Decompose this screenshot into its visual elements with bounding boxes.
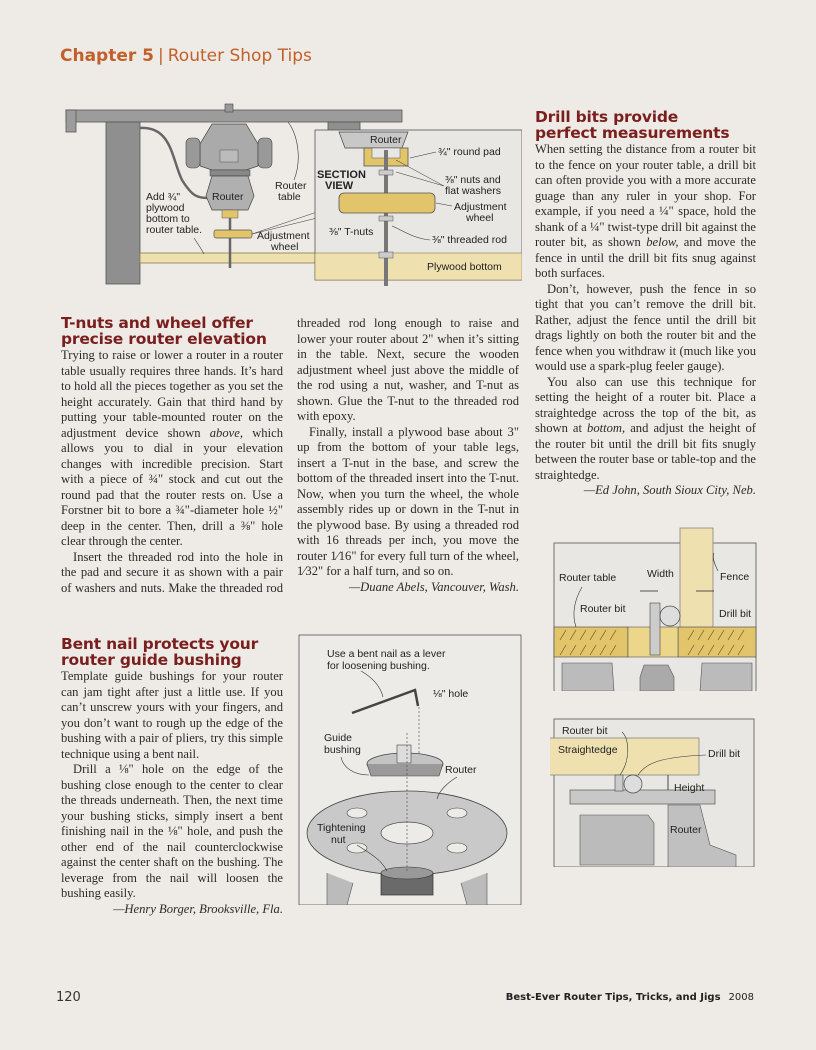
router-table-label: Router [275, 180, 307, 192]
article-drill-p3-b: and adjust the height of the router bit until the drill bit fits snugly between the router base or table-top and the straightedge. [535, 421, 756, 482]
bushing-instruction-label: Use a bent nail as a lever [327, 648, 446, 660]
add-plywood-label-2: plywood [146, 202, 185, 214]
guide-bushing-label: Guide [324, 732, 353, 744]
section-view-label-2: VIEW [325, 180, 354, 192]
add-plywood-label-4: router table. [146, 224, 203, 236]
add-plywood-label-3: bottom to [146, 213, 190, 225]
article-nail-p1: Template guide bushings for your router can jam tight after just a little use. If you can’t unscrew yours with your fingers, and you don’t want to rough up the edge of the bushing with a pair of pliers, try this simple technique using a bent nail. [61, 669, 283, 761]
figure-router-table [62, 100, 522, 290]
t-nuts-label: ⅜" T-nuts [329, 226, 374, 238]
article-tnuts-p3: Finally, install a plywood base about 3" up from the bottom of your table legs, insert a T-nut in the base, and screw the bottom of the threaded insert into the T-nut. Now, when you turn the wheel, the whole assembly rides up or down in the T-nut in the plywood base. By using a threaded rod with 16 threads per inch, you move the router 1⁄16" for every full turn of the wheel, 1⁄32" for a half turn, and so on. [297, 424, 519, 578]
figure-bushing [297, 633, 525, 905]
article-tnuts-col1 [61, 316, 283, 596]
section-title: Router Shop Tips [167, 46, 312, 66]
height-drill-bit-label: Drill bit [708, 748, 741, 760]
hole-label: ⅛" hole [433, 688, 469, 700]
article-drill-p2: Don’t, however, push the fence in so tight that you can’t remove the drill bit. Rather, adjust the fence until the drill bit drags lightly on both the router bit and the fence when you withdraw it (much like you would use a spark-plug feeler gauge). [535, 281, 756, 373]
article-tnuts-title-line1: T-nuts and wheel offer [61, 314, 253, 332]
article-drill-title [535, 110, 756, 141]
article-tnuts-p2-cont: threaded rod long enough to raise and lower your router about 2" when it’s sitting in the table. Next, secure the wooden adjustment wheel just above the middle of the rod using a nut, washer, and T-nut as shown. Glue the T-nut to the threaded rod with epoxy. [297, 316, 519, 423]
article-drill-p3-a: You also can use this technique for setting the height of a router bit. Place a straightedge across the top of the bit, as shown at [535, 374, 756, 435]
article-nail-title-line1: Bent nail protects your [61, 635, 259, 653]
adjustment-wheel-label-2: wheel [271, 241, 299, 253]
section-router-label: Router [370, 134, 402, 146]
fence-board [680, 528, 713, 629]
fence-router-bit-label: Router bit [580, 603, 626, 615]
nuts-washers-label: ⅜" nuts and [445, 174, 501, 186]
section-view-label: SECTION [317, 169, 366, 181]
router-label: Router [212, 191, 244, 203]
article-nail [61, 637, 283, 917]
article-drill [535, 110, 756, 499]
article-tnuts-p1-em: above, [209, 425, 243, 440]
round-pad-label: ¾" round pad [438, 146, 501, 158]
section-wheel-label: Adjustment [454, 201, 507, 213]
article-tnuts-p1-b: which allows you to dial in your elevation changes with incredible precision. Start with a piece of ¾" stock and cut out the round pad that the router rests on. Use a Forstner bit to bore a ¾"-diameter hole ½" deep in the center. Then, drill a ⅜" hole clear through the center. [61, 425, 283, 548]
router-table-label-2: table [278, 191, 301, 203]
article-drill-p1-a: When setting the distance from a router bit to the fence on your router table, a drill bit can often provide you with a more accurate guage than any ruler in your shop. For example, if you need a ¼" space, hold the shank of a ¼" twist-type drill bit against the router bit, as shown [535, 142, 756, 249]
height-drill-bit [624, 775, 642, 793]
article-nail-title [61, 637, 283, 668]
article-tnuts-p1-a: Trying to raise or lower a router in a router table usually requires three hands. It’s hard to hold all the pieces together as you set the height accurately. Gain that third hand by putting your table-mounted router on the adjustment device shown [61, 348, 283, 440]
article-tnuts-title [61, 316, 283, 347]
chapter-label: Chapter 5 [60, 46, 155, 66]
article-drill-p1-em: below, [646, 235, 679, 249]
bushing-router-label: Router [445, 764, 477, 776]
fence-label: Fence [720, 571, 750, 583]
article-tnuts-col2 [297, 316, 519, 595]
page-number: 120 [56, 990, 81, 1005]
guide-bushing-label-2: bushing [324, 744, 361, 756]
table-leg [106, 122, 140, 284]
article-tnuts-title-line2: precise router elevation [61, 329, 267, 348]
add-plywood-label: Add ¾" [146, 191, 181, 203]
fence-width-label: Width [647, 568, 674, 580]
height-label: Height [674, 782, 705, 794]
article-nail-signature: —Henry Borger, Brooksville, Fla. [113, 901, 283, 916]
chapter-header [60, 46, 312, 66]
table-top [66, 110, 402, 122]
article-drill-p3 [535, 375, 756, 484]
article-nail-title-line2: router guide bushing [61, 650, 242, 669]
straightedge-label: Straightedge [558, 744, 618, 756]
router-body [186, 104, 272, 268]
fence-drill-bit-label: Drill bit [719, 608, 752, 620]
tightening-nut-label: Tightening [317, 822, 366, 834]
article-drill-title-line1: Drill bits provide [535, 108, 679, 126]
threaded-rod-label: ⅜" threaded rod [432, 234, 507, 246]
article-drill-p1-b: and move the fence in until the drill bit fits snug against both surfaces. [535, 235, 757, 280]
article-drill-signature: —Ed John, South Sioux City, Neb. [583, 483, 756, 497]
nuts-washers-label-2: flat washers [445, 185, 502, 197]
book-title: Best-Ever Router Tips, Tricks, and Jigs [505, 992, 721, 1003]
figure-fence [552, 527, 758, 691]
header-divider: | [158, 46, 164, 66]
bushing-instruction-label-2: for loosening bushing. [327, 660, 430, 672]
article-drill-p3-em: bottom, [587, 421, 626, 435]
book-year: 2008 [728, 992, 754, 1003]
tightening-nut-label-2: nut [331, 834, 346, 846]
figure-height [550, 715, 758, 867]
article-tnuts-signature: —Duane Abels, Vancouver, Wash. [348, 579, 519, 594]
fence-router-table-label: Router table [559, 572, 617, 584]
article-tnuts-p2: Insert the threaded rod into the hole in the pad and secure it as shown with a pair of washers and nuts. Make the threaded rod [61, 549, 283, 595]
article-nail-p2: Drill a ⅛" hole on the edge of the bushing close enough to the center to clear the threads underneath. Then, the next time your bushing sticks, simply insert a bent finishing nail in the ⅛" hole, and push the other end of the nail counterclockwise against the center shaft on the bushing. The leverage from the nail will loosen the bushing easily. [61, 762, 283, 900]
article-drill-p1 [535, 142, 756, 282]
article-drill-title-line2: perfect measurements [535, 123, 730, 142]
height-router-bit-label: Router bit [562, 725, 608, 737]
section-wheel-label-2: wheel [466, 212, 494, 224]
height-router-label: Router [670, 824, 702, 836]
footer-book-info [506, 992, 754, 1003]
adjustment-wheel-label: Adjustment [257, 230, 310, 242]
article-tnuts-p1 [61, 348, 283, 550]
drill-bit [660, 606, 680, 626]
plywood-bottom-label: Plywood bottom [427, 261, 502, 273]
